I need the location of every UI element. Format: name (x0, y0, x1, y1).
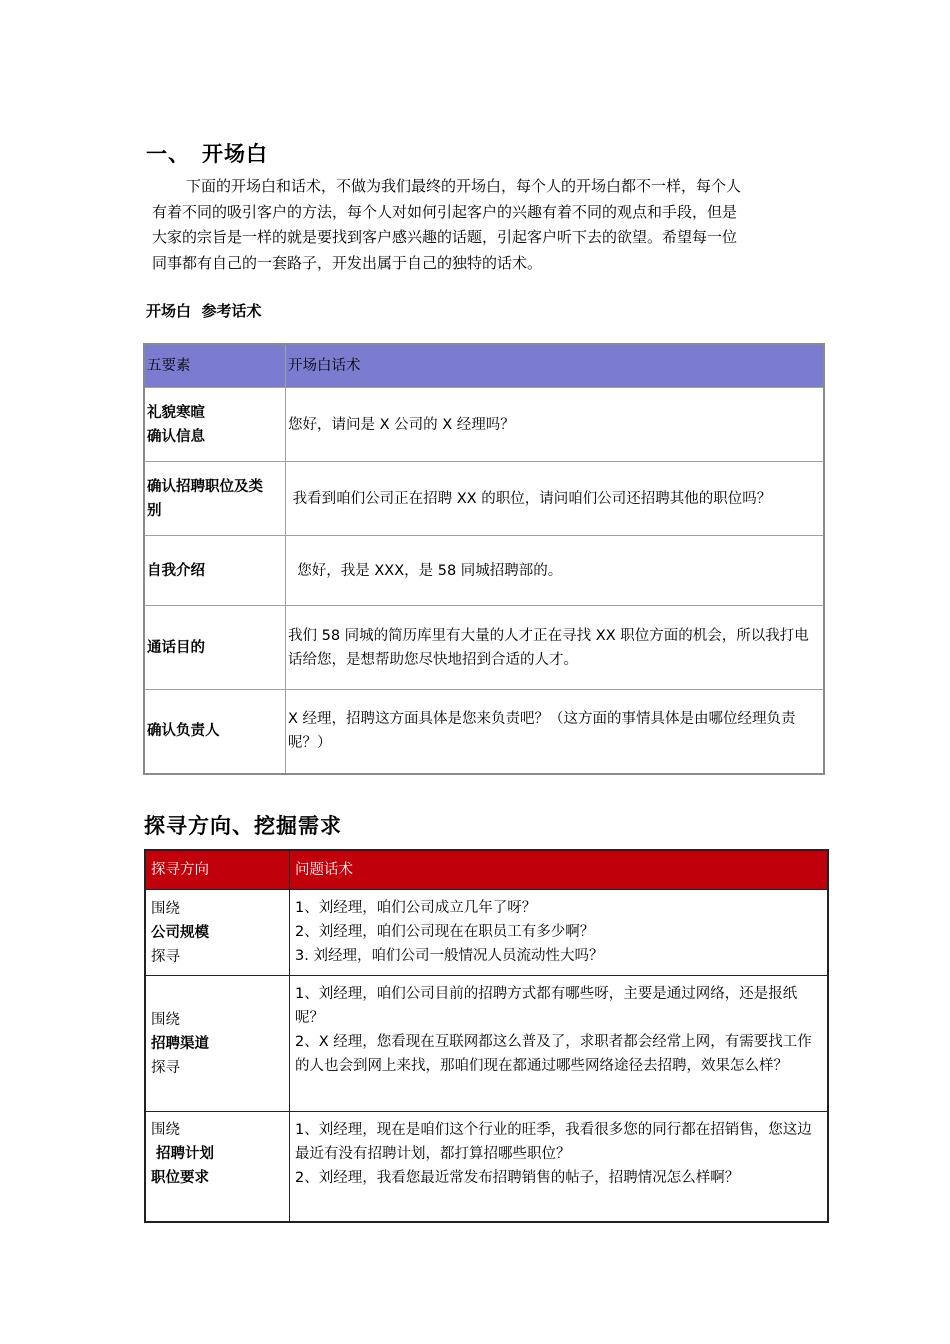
script-cell: 您好，我是 XXX，是 58 同城招聘部的。 (286, 536, 825, 606)
section1-number: 一、 (146, 142, 190, 166)
question-cell (290, 976, 829, 1112)
header-cell: 开场白话术 (286, 344, 825, 388)
table-row (145, 1112, 828, 1222)
element-cell (144, 606, 286, 690)
table-row (144, 606, 824, 690)
question-line: 1、刘经理，咱们公司目前的招聘方式都有哪些呀，主要是通过网络，还是报纸呢？ (295, 986, 798, 1026)
needs-exploration-table (144, 849, 829, 1223)
direction-cell (145, 976, 290, 1112)
element-label: 通话目的 (147, 639, 205, 656)
opening-script-table (143, 343, 825, 775)
table-row (144, 690, 824, 774)
element-label: 礼貌寒暄 (147, 404, 205, 421)
direction-prefix: 围绕 (151, 1122, 180, 1138)
direction-suffix: 职位要求 (151, 1170, 209, 1186)
section1-title: 开场白 (202, 142, 268, 166)
direction-key: 招聘渠道 (151, 1035, 209, 1052)
table-header-row (145, 850, 828, 890)
direction-prefix: 围绕 (151, 900, 180, 917)
direction-prefix: 围绕 (151, 1011, 180, 1028)
question-line: 2、刘经理，我看您最近常发布招聘销售的帖子，招聘情况怎么样啊？ (295, 1170, 740, 1186)
header-cell: 五要素 (144, 344, 286, 388)
table-row (145, 890, 828, 976)
table-header-row (144, 344, 824, 388)
intro-line: 大家的宗旨是一样的就是要找到客户感兴趣的话题，引起客户听下去的欲望。希望每一位 (152, 228, 738, 246)
direction-key: 招聘计划 (151, 1146, 215, 1162)
question-line: 2、X 经理，您看现在互联网都这么普及了，求职者都会经常上网，有需要找工作的人也会到网上来找，那咱们现在都通过哪些网络途径去招聘，效果怎么样？ (295, 1034, 812, 1074)
table-row (144, 536, 824, 606)
question-line: 1、刘经理，现在是咱们这个行业的旺季，我看很多您的同行都在招销售，您这边最近有没有招聘计划，都打算招哪些职位？ (295, 1122, 812, 1162)
question-line: 1、刘经理，咱们公司成立几年了呀？ (295, 900, 537, 916)
question-line: 3. 刘经理，咱们公司一般情况人员流动性大吗？ (295, 948, 604, 964)
direction-key: 公司规模 (151, 924, 209, 941)
element-label: 确认负责人 (147, 723, 220, 740)
direction-suffix: 探寻 (151, 948, 180, 965)
intro-line: 下面的开场白和话术，不做为我们最终的开场白，每个人的开场白都不一样，每个人 (186, 177, 742, 195)
question-line: 2、刘经理，咱们公司现在在职员工有多少啊？ (295, 924, 595, 940)
question-cell (290, 890, 829, 976)
reference-script-subtitle: 开场白 参考话术 (146, 302, 262, 320)
element-cell (144, 536, 286, 606)
direction-cell (145, 890, 290, 976)
table-row (144, 388, 824, 462)
element-label: 确认信息 (147, 428, 205, 445)
section1-heading (146, 138, 268, 168)
intro-line: 有着不同的吸引客户的方法，每个人对如何引起客户的兴趣有着不同的观点和手段，但是 (152, 202, 738, 221)
script-cell: X 经理，招聘这方面具体是您来负责吧？（这方面的事情具体是由哪位经理负责呢？） (286, 690, 825, 774)
table-row (144, 462, 824, 536)
intro-paragraph (152, 174, 822, 276)
intro-line: 同事都有自己的一套路子，开发出属于自己的独特的话术。 (152, 253, 543, 272)
element-cell (144, 462, 286, 536)
script-cell: 您好，请问是 X 公司的 X 经理吗？ (286, 388, 825, 462)
header-cell: 问题话术 (290, 850, 829, 890)
element-cell (144, 690, 286, 774)
direction-suffix: 探寻 (151, 1059, 180, 1076)
table-row (145, 976, 828, 1112)
element-label: 确认招聘职位及类 (147, 478, 263, 495)
section2-title: 探寻方向、挖掘需求 (144, 814, 342, 838)
script-cell: 我看到咱们公司正在招聘 XX 的职位，请问咱们公司还招聘其他的职位吗？ (286, 462, 825, 536)
element-cell (144, 388, 286, 462)
element-label: 自我介绍 (147, 562, 205, 579)
question-cell (290, 1112, 829, 1222)
script-cell: 我们 58 同城的简历库里有大量的人才正在寻找 XX 职位方面的机会，所以我打电话给您，是想帮助您尽快地招到合适的人才。 (286, 606, 825, 690)
header-cell: 探寻方向 (145, 850, 290, 890)
element-label: 别 (147, 502, 162, 519)
direction-cell (145, 1112, 290, 1222)
